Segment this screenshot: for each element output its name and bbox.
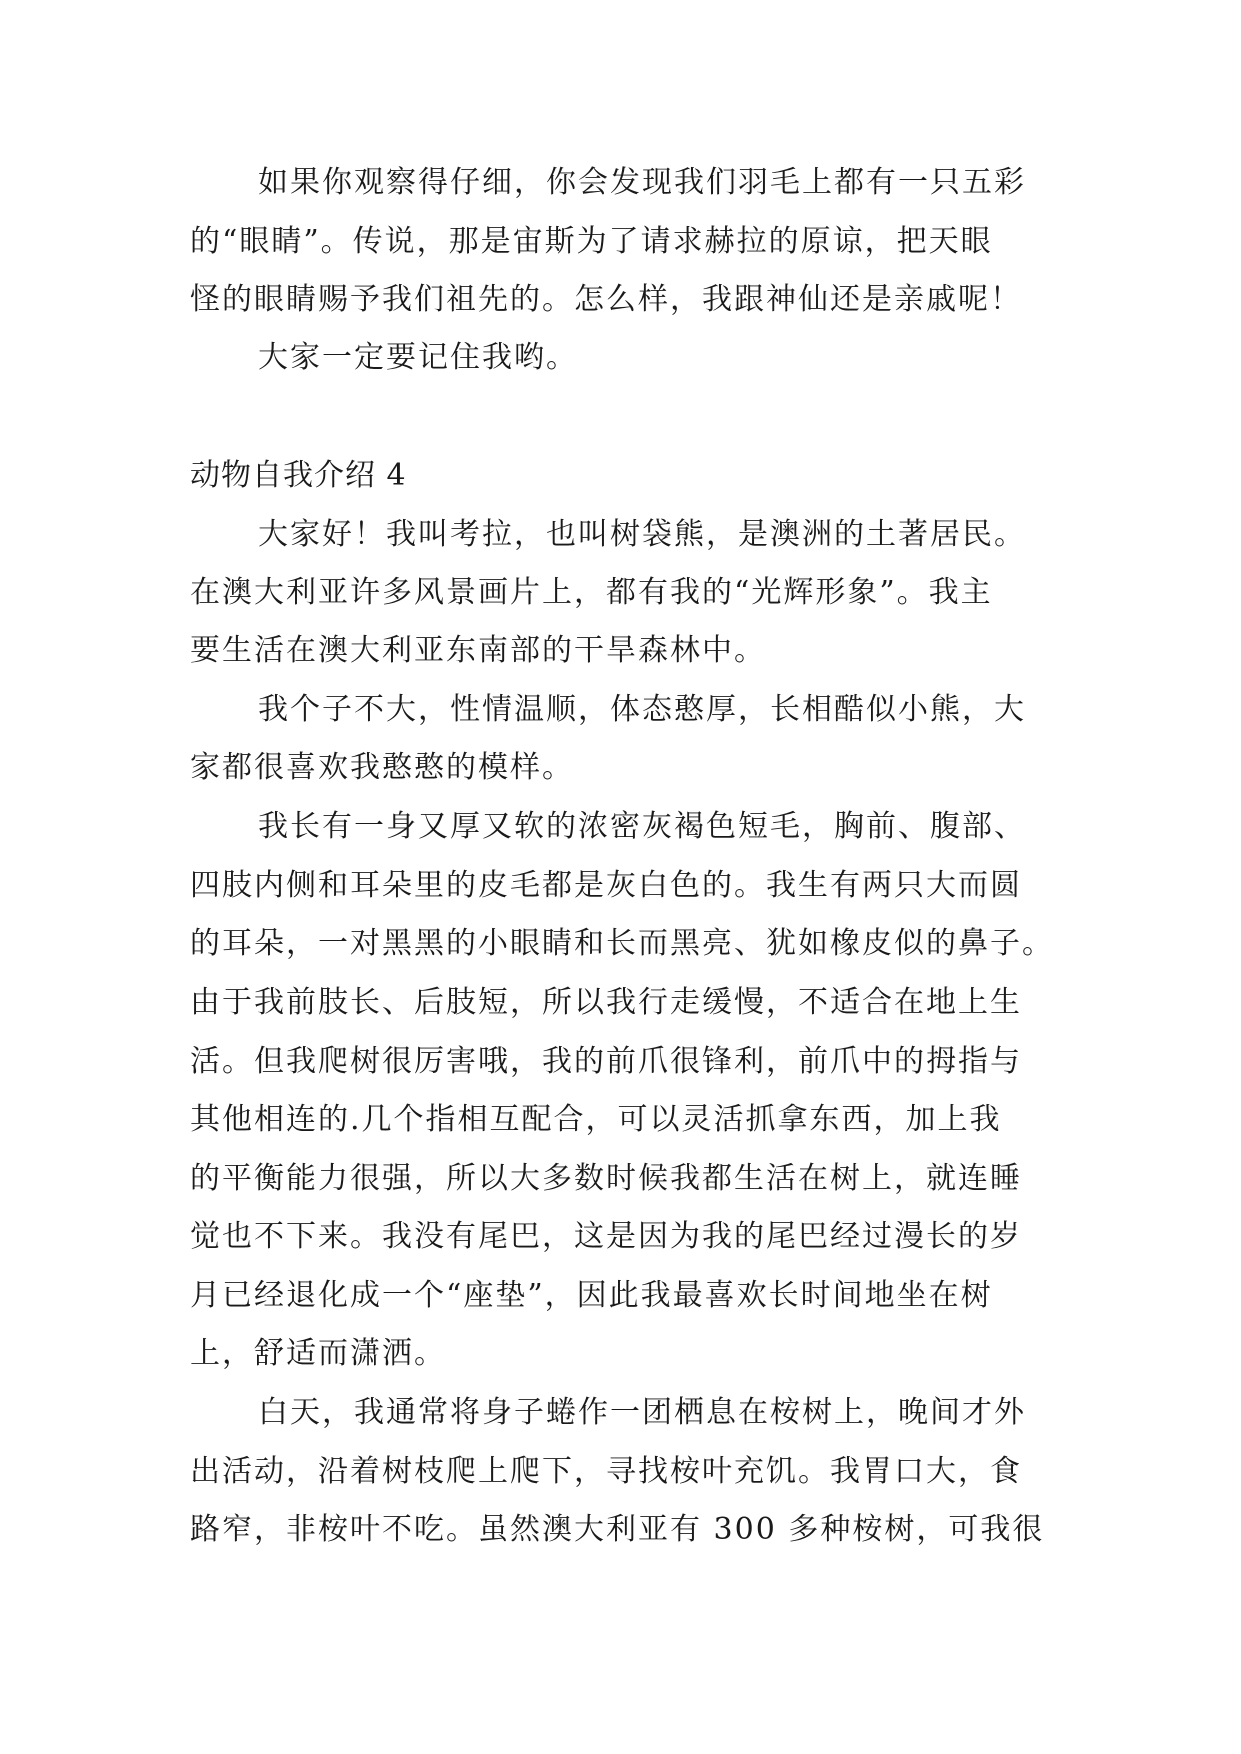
paragraph3-line-3: 的耳朵，一对黑黑的小眼睛和长而黑亮、犹如橡皮似的鼻子。 (190, 926, 1054, 961)
paragraph3-line-2: 四肢内侧和耳朵里的皮毛都是灰白色的。我生有两只大而圆 (190, 868, 1022, 903)
paragraph1-line-2: 在澳大利亚许多风景画片上，都有我的“光辉形象”。我主 (190, 575, 993, 610)
paragraph2-line-1: 我个子不大，性情温顺，体态憨厚，长相酷似小熊，大 (258, 692, 1026, 727)
paragraph3-line-7: 的平衡能力很强，所以大多数时候我都生活在树上，就连睡 (190, 1161, 1022, 1196)
paragraph3-line-4: 由于我前肢长、后肢短，所以我行走缓慢，不适合在地上生 (190, 985, 1022, 1020)
paragraph3-line-5: 活。但我爬树很厉害哦，我的前爪很锋利，前爪中的拇指与 (190, 1044, 1022, 1079)
paragraph4-line-3: 路窄，非桉叶不吃。虽然澳大利亚有 300 多种桉树，可我很 (190, 1512, 1045, 1547)
intro-paragraph-line-2: 的“眼睛”。传说，那是宙斯为了请求赫拉的原谅，把天眼 (190, 224, 993, 259)
paragraph2-line-2: 家都很喜欢我憨憨的模样。 (190, 750, 574, 785)
paragraph4-line-1: 白天，我通常将身子蜷作一团栖息在桉树上，晚间才外 (258, 1395, 1026, 1430)
paragraph1-line-3: 要生活在澳大利亚东南部的干旱森林中。 (190, 633, 766, 668)
section-heading: 动物自我介绍 4 (190, 458, 407, 493)
paragraph4-line-2: 出活动，沿着树枝爬上爬下，寻找桉叶充饥。我胃口大，食 (190, 1454, 1022, 1489)
paragraph3-line-1: 我长有一身又厚又软的浓密灰褐色短毛，胸前、腹部、 (258, 809, 1026, 844)
paragraph3-line-8: 觉也不下来。我没有尾巴，这是因为我的尾巴经过漫长的岁 (190, 1219, 1022, 1254)
closing-line: 大家一定要记住我哟。 (258, 340, 578, 375)
paragraph3-line-9: 月已经退化成一个“座垫”，因此我最喜欢长时间地坐在树 (190, 1278, 993, 1313)
paragraph3-line-10: 上，舒适而潇洒。 (190, 1336, 446, 1371)
paragraph1-line-1: 大家好！我叫考拉，也叫树袋熊，是澳洲的土著居民。 (258, 517, 1026, 552)
intro-paragraph-line-1: 如果你观察得仔细，你会发现我们羽毛上都有一只五彩 (258, 165, 1026, 200)
paragraph3-line-6: 其他相连的.几个指相互配合，可以灵活抓拿东西，加上我 (190, 1102, 1002, 1137)
intro-paragraph-line-3: 怪的眼睛赐予我们祖先的。怎么样，我跟神仙还是亲戚呢！ (190, 282, 1022, 317)
